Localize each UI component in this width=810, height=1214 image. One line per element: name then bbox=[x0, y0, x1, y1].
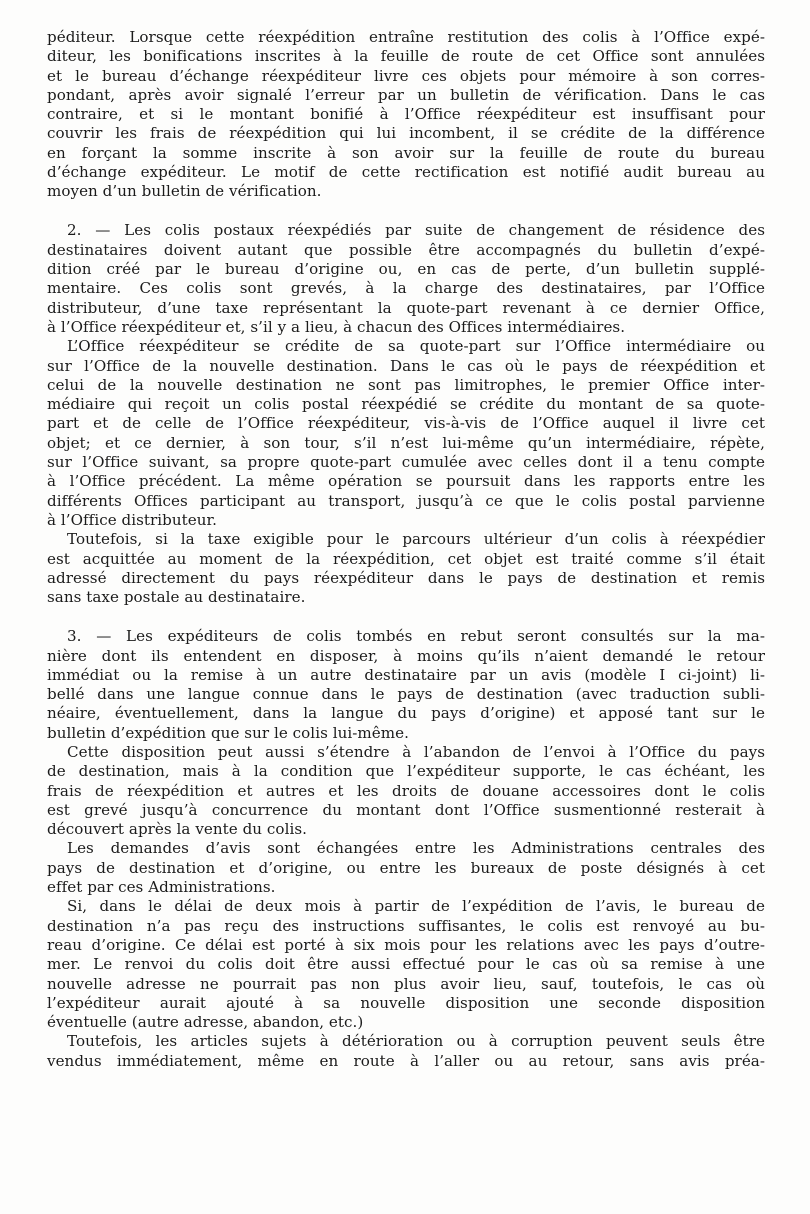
document-body bbox=[47, 28, 765, 1071]
text-line: et le bureau d’échange réexpéditeur livre ces objets pour mémoire à son corres- bbox=[47, 66, 765, 85]
text-line: pondant, après avoir signalé l’erreur par un bulletin de vérification. Dans le cas bbox=[47, 85, 765, 104]
text-line: couvrir les frais de réexpédition qui lui incombent, il se crédite de la différence bbox=[47, 124, 765, 143]
text-line: Toutefois, les articles sujets à détérioration ou à corruption peuvent seuls être bbox=[67, 1032, 765, 1051]
text-line: mentaire. Ces colis sont grevés, à la charge des destinataires, par l’Office bbox=[47, 279, 765, 298]
text-line: moyen d’un bulletin de vérification. bbox=[47, 182, 322, 201]
paragraph-p8 bbox=[47, 897, 765, 1032]
text-line: à l’Office réexpéditeur et, s’il y a lieu, à chacun des Offices intermédiaires. bbox=[47, 317, 626, 336]
text-line: de destination, mais à la condition que l’expéditeur supporte, le cas échéant, les bbox=[47, 762, 765, 781]
paragraph-p2 bbox=[47, 221, 765, 337]
text-line: reau d’origine. Ce délai est porté à six mois pour les relations avec les pays d’outre- bbox=[47, 935, 765, 954]
text-line: nière dont ils entendent en disposer, à moins qu’ils n’aient demandé le retour bbox=[47, 646, 765, 665]
text-line: 3. — Les expéditeurs de colis tombés en rebut seront consultés sur la ma- bbox=[67, 627, 765, 646]
text-line: objet; et ce dernier, à son tour, s’il n’est lui-même qu’un intermédiaire, répète, bbox=[47, 433, 765, 452]
paragraph-p9 bbox=[47, 1032, 765, 1071]
text-line: médiaire qui reçoit un colis postal réexpédié se crédite du montant de sa quote- bbox=[47, 395, 765, 414]
paragraph-p4 bbox=[47, 530, 765, 607]
text-line: 2. — Les colis postaux réexpédiés par suite de changement de résidence des bbox=[67, 221, 765, 240]
text-line: destinataires doivent autant que possible être accompagnés du bulletin d’expé- bbox=[47, 240, 765, 259]
paragraph-gap bbox=[47, 202, 765, 222]
text-line: celui de la nouvelle destination ne sont pas limitrophes, le premier Office inter- bbox=[47, 375, 765, 394]
text-line: l’expéditeur aurait ajouté à sa nouvelle disposition une seconde disposition bbox=[47, 993, 765, 1012]
text-line: part et de celle de l’Office réexpéditeur, vis-à-vis de l’Office auquel il livre cet bbox=[47, 414, 765, 433]
text-line: nouvelle adresse ne pourrait pas non plus avoir lieu, sauf, toutefois, le cas où bbox=[47, 974, 765, 993]
text-line: d’échange expéditeur. Le motif de cette rectification est notifié audit bureau au bbox=[47, 163, 765, 182]
text-line: frais de réexpédition et autres et les droits de douane accessoires dont le colis bbox=[47, 781, 765, 800]
text-line: adressé directement du pays réexpéditeur dans le pays de destination et remis bbox=[47, 568, 765, 587]
text-line: Cette disposition peut aussi s’étendre à l’abandon de l’envoi à l’Office du pays bbox=[67, 742, 765, 761]
text-line: en forçant la somme inscrite à son avoir sur la feuille de route du bureau bbox=[47, 143, 765, 162]
text-line: éventuelle (autre adresse, abandon, etc.) bbox=[47, 1013, 364, 1032]
text-line: différents Offices participant au transport, jusqu’à ce que le colis postal parvienne bbox=[47, 491, 765, 510]
text-line: sur l’Office suivant, sa propre quote-part cumulée avec celles dont il a tenu compte bbox=[47, 453, 765, 472]
text-line: contraire, et si le montant bonifié à l’Office réexpéditeur est insuffisant pour bbox=[47, 105, 765, 124]
text-line: Si, dans le délai de deux mois à partir de l’expédition de l’avis, le bureau de bbox=[67, 897, 765, 916]
text-line: est grevé jusqu’à concurrence du montant dont l’Office susmentionné resterait à bbox=[47, 800, 765, 819]
text-line: néaire, éventuellement, dans la langue du pays d’origine) et apposé tant sur le bbox=[47, 704, 765, 723]
text-line: L’Office réexpéditeur se crédite de sa quote-part sur l’Office intermédiaire ou bbox=[67, 337, 765, 356]
text-line: sur l’Office de la nouvelle destination. Dans le cas où le pays de réexpédition et bbox=[47, 356, 765, 375]
text-line: dition créé par le bureau d’origine ou, en cas de perte, d’un bulletin supplé- bbox=[47, 260, 765, 279]
text-line: à l’Office précédent. La même opération se poursuit dans les rapports entre les bbox=[47, 472, 765, 491]
text-line: est acquittée au moment de la réexpédition, cet objet est traité comme s’il était bbox=[47, 549, 765, 568]
paragraph-gap bbox=[47, 607, 765, 627]
text-line: Toutefois, si la taxe exigible pour le parcours ultérieur d’un colis à réexpédier bbox=[67, 530, 765, 549]
paragraph-p3 bbox=[47, 337, 765, 530]
paragraph-p5 bbox=[47, 627, 765, 743]
paragraph-p6 bbox=[47, 743, 765, 839]
text-line: bellé dans une langue connue dans le pays de destination (avec traduction subli- bbox=[47, 685, 765, 704]
text-line: vendus immédiatement, même en route à l’aller ou au retour, sans avis préa- bbox=[47, 1051, 765, 1070]
text-line: pays de destination et d’origine, ou entre les bureaux de poste désignés à cet bbox=[47, 858, 765, 877]
text-line: effet par ces Administrations. bbox=[47, 878, 276, 897]
paragraph-p7 bbox=[47, 839, 765, 897]
text-line: bulletin d’expédition que sur le colis lui-même. bbox=[47, 723, 409, 742]
text-line: découvert après la vente du colis. bbox=[47, 820, 307, 839]
text-line: destination n’a pas reçu des instructions suffisantes, le colis est renvoyé au bu- bbox=[47, 916, 765, 935]
text-line: distributeur, d’une taxe représentant la quote-part revenant à ce dernier Office, bbox=[47, 298, 765, 317]
text-line: immédiat ou la remise à un autre destinataire par un avis (modèle I ci-joint) li- bbox=[47, 665, 765, 684]
text-line: à l’Office distributeur. bbox=[47, 510, 217, 529]
text-line: mer. Le renvoi du colis doit être aussi effectué pour le cas où sa remise à une bbox=[47, 955, 765, 974]
paragraph-p1 bbox=[47, 28, 765, 202]
text-line: péditeur. Lorsque cette réexpédition entraîne restitution des colis à l’Office expé- bbox=[47, 28, 765, 46]
text-line: Les demandes d’avis sont échangées entre les Administrations centrales des bbox=[67, 839, 765, 858]
text-line: sans taxe postale au destinataire. bbox=[47, 588, 306, 607]
text-line: diteur, les bonifications inscrites à la feuille de route de cet Office sont annulées bbox=[47, 47, 765, 66]
